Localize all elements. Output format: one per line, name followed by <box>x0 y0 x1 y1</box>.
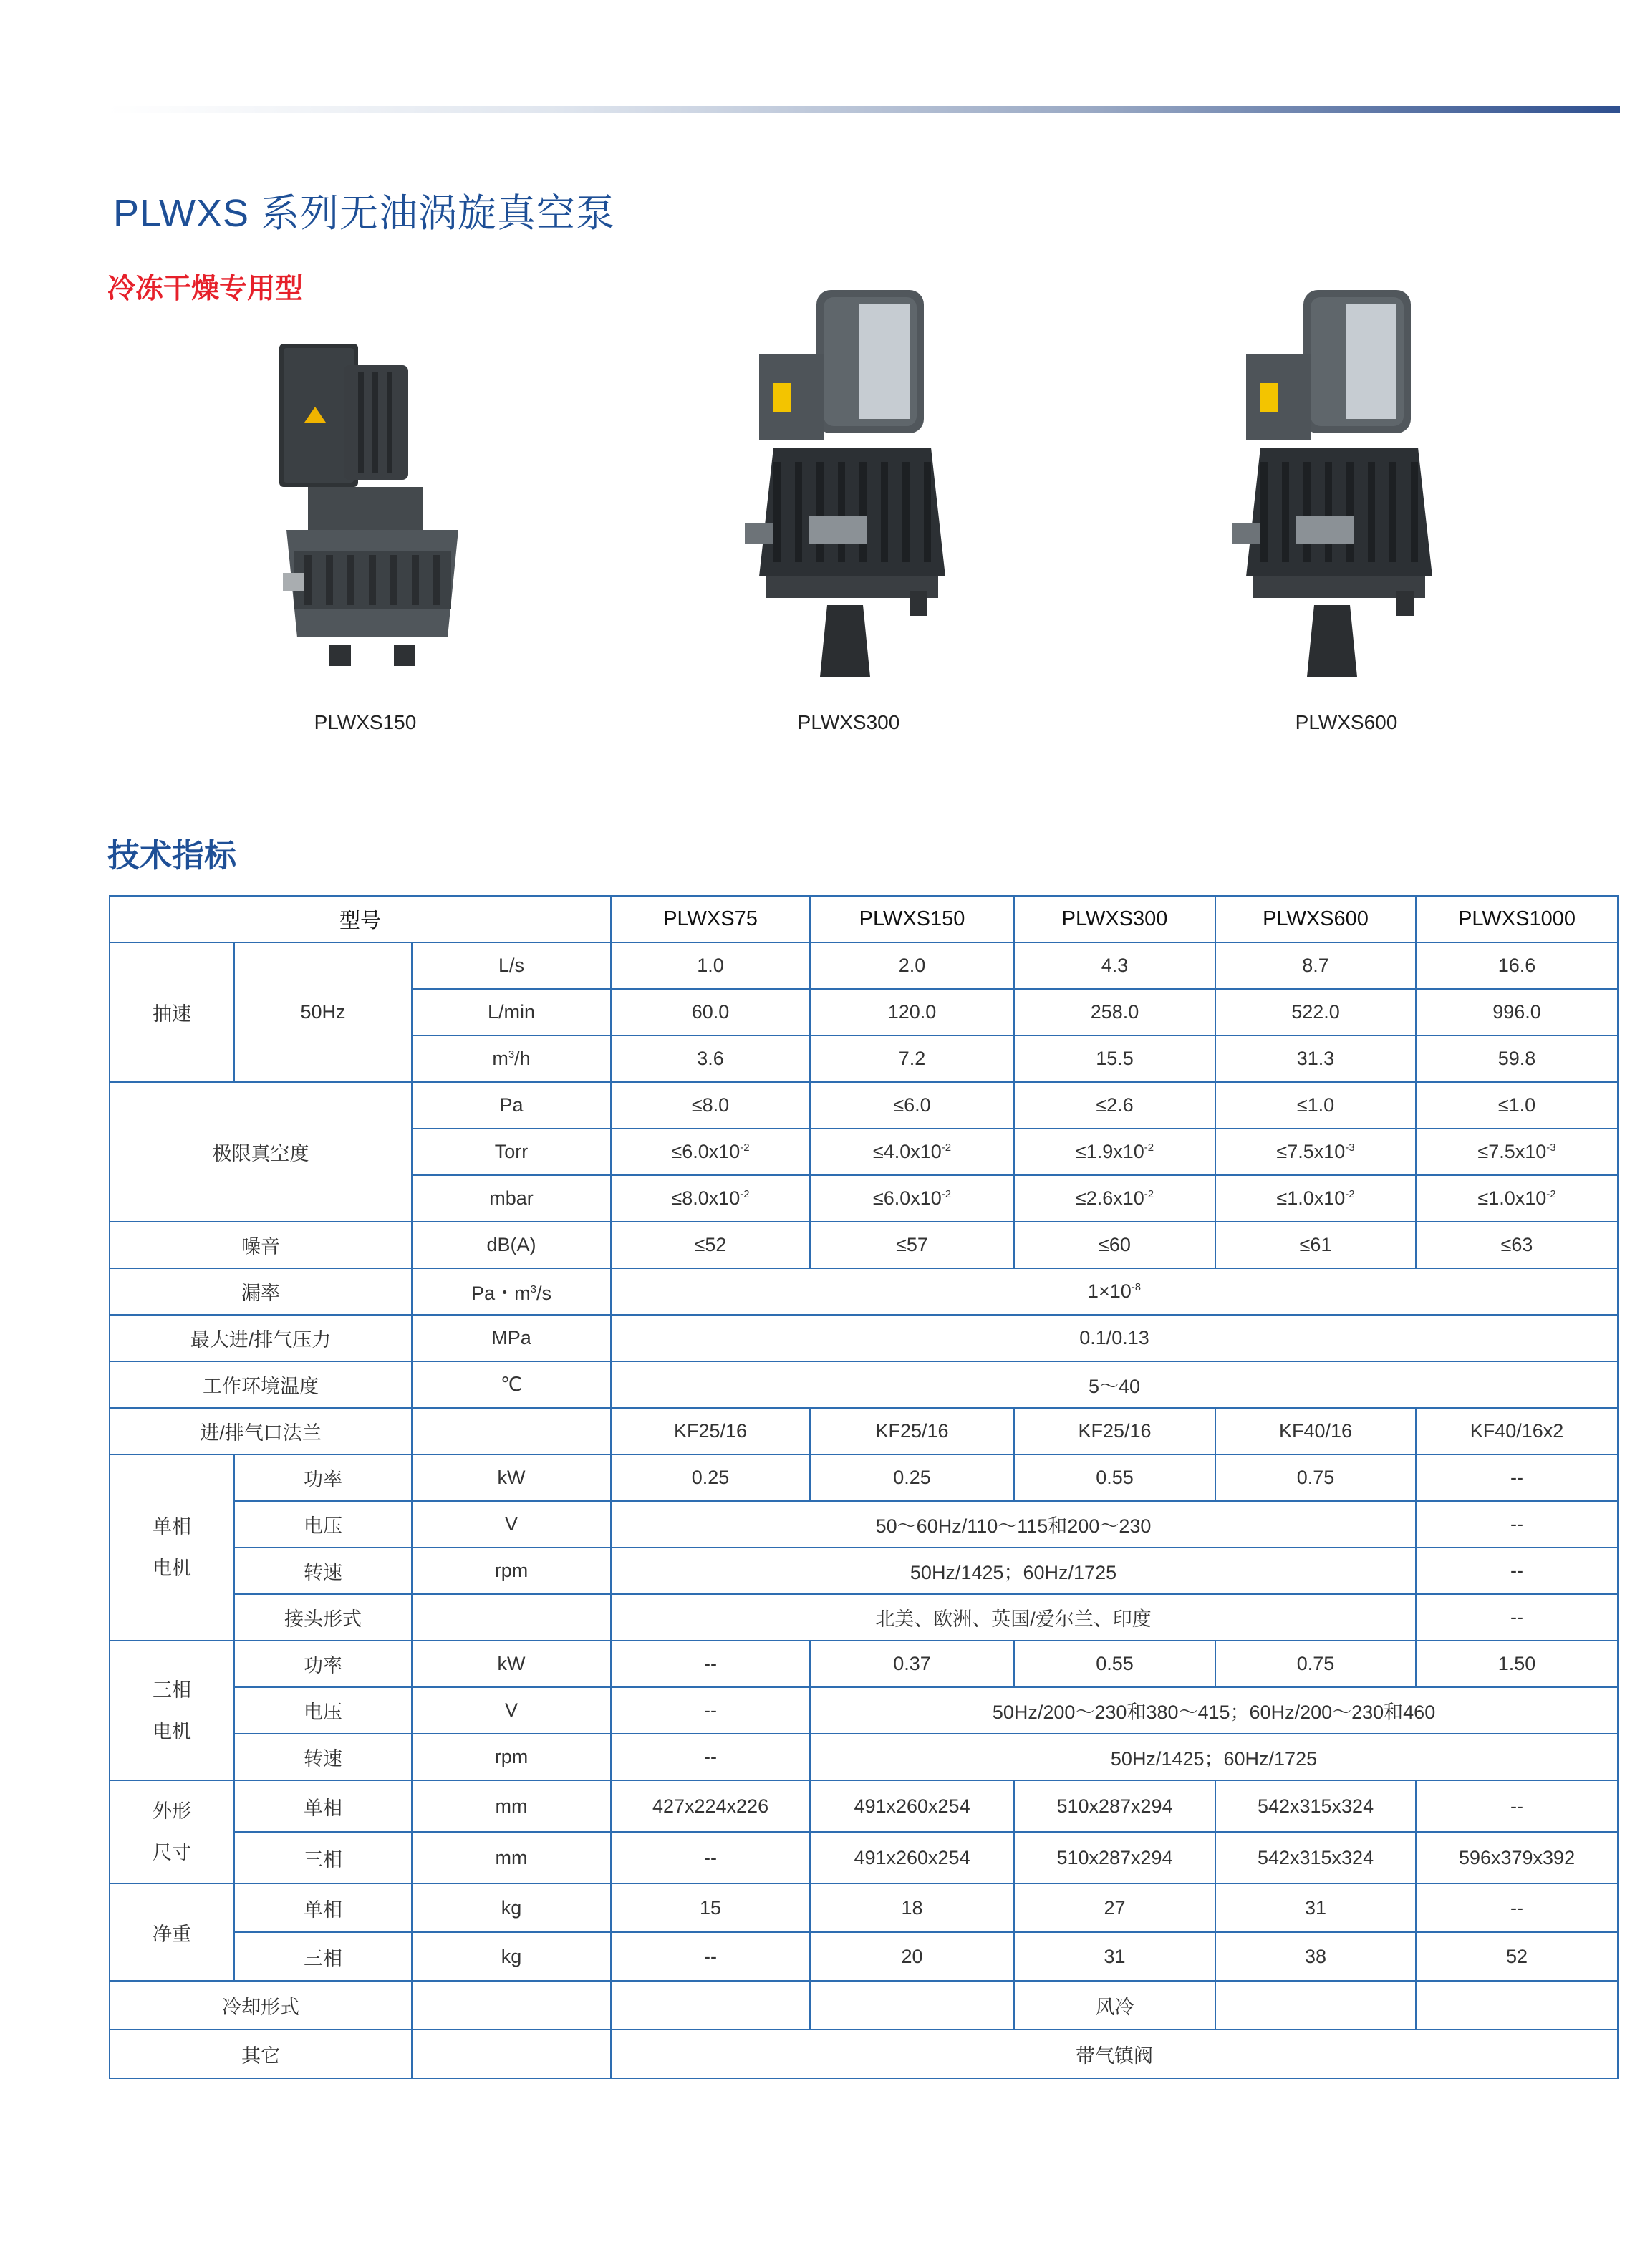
unit-cell: mbar <box>412 1175 611 1222</box>
row-group-label: 抽速 <box>110 942 234 1082</box>
value-cell: 491x260x254 <box>810 1780 1014 1832</box>
value-cell: 510x287x294 <box>1014 1832 1215 1883</box>
unit-cell: V <box>412 1501 611 1548</box>
table-row <box>110 2030 1618 2078</box>
value-cell: 1.0 <box>611 942 810 989</box>
value-cell: 0.1/0.13 <box>611 1315 1618 1361</box>
value-cell: -- <box>1416 1454 1618 1501</box>
value-cell: 0.25 <box>810 1454 1014 1501</box>
value-cell: 50～60Hz/110～115和200～230 <box>611 1501 1416 1548</box>
row-label: 单相 <box>234 1780 412 1832</box>
unit-tail: /s <box>536 1283 551 1304</box>
value-cell: 16.6 <box>1416 942 1618 989</box>
row-label: 噪音 <box>110 1222 412 1268</box>
group-label-line: 三相 <box>153 1679 191 1701</box>
row-group-label <box>110 1780 234 1883</box>
value-cell: -- <box>611 1687 810 1734</box>
value-base: ≤8.0x10 <box>671 1187 741 1209</box>
table-row <box>110 1687 1618 1734</box>
row-label: 进/排气口法兰 <box>110 1408 412 1454</box>
table-row <box>110 1454 1618 1501</box>
row-label: 转速 <box>234 1734 412 1780</box>
unit-cell <box>412 1408 611 1454</box>
value-cell: 1.50 <box>1416 1641 1618 1687</box>
value-cell: 0.75 <box>1215 1454 1416 1501</box>
group-label-line: 尺寸 <box>153 1842 191 1863</box>
value-base: ≤1.0x10 <box>1477 1187 1547 1209</box>
value-cell <box>1215 1981 1416 2030</box>
value-cell: KF25/16 <box>611 1408 810 1454</box>
value-cell: 427x224x226 <box>611 1780 810 1832</box>
table-row <box>110 1408 1618 1454</box>
value-cell: ≤61 <box>1215 1222 1416 1268</box>
unit-cell: kg <box>412 1932 611 1981</box>
unit-cell: Torr <box>412 1129 611 1175</box>
value-cell: 60.0 <box>611 989 810 1036</box>
table-row <box>110 1501 1618 1548</box>
value-cell: -- <box>611 1641 810 1687</box>
unit-base: Pa・m <box>471 1283 531 1304</box>
value-cell: 15 <box>611 1883 810 1932</box>
value-cell: -- <box>1416 1780 1618 1832</box>
value-cell: -- <box>611 1734 810 1780</box>
value-cell <box>1014 1175 1215 1222</box>
value-cell <box>810 1129 1014 1175</box>
model-cell: PLWXS1000 <box>1416 896 1618 942</box>
value-cell: 18 <box>810 1883 1014 1932</box>
unit-cell: kg <box>412 1883 611 1932</box>
value-cell: 542x315x324 <box>1215 1780 1416 1832</box>
value-cell: 5～40 <box>611 1361 1618 1408</box>
value-cell: 31.3 <box>1215 1036 1416 1082</box>
value-cell: ≤8.0 <box>611 1082 810 1129</box>
value-cell: ≤63 <box>1416 1222 1618 1268</box>
value-cell: 0.75 <box>1215 1641 1416 1687</box>
unit-base: m <box>492 1048 508 1069</box>
value-cell <box>611 1981 810 2030</box>
value-exp: -3 <box>1345 1142 1355 1154</box>
table-row <box>110 1594 1618 1641</box>
row-label: 其它 <box>110 2030 412 2078</box>
row-group-label <box>110 1641 234 1780</box>
pump-image-plwxs600 <box>1232 276 1447 691</box>
value-cell: 北美、欧洲、英国/爱尔兰、印度 <box>611 1594 1416 1641</box>
table-row <box>110 1641 1618 1687</box>
unit-cell: Pa <box>412 1082 611 1129</box>
product-caption: PLWXS600 <box>1295 711 1398 733</box>
value-cell: -- <box>1416 1501 1618 1548</box>
value-cell <box>611 1175 810 1222</box>
group-label-line: 电机 <box>153 1720 191 1742</box>
model-cell: PLWXS150 <box>810 896 1014 942</box>
row-group-label <box>110 1454 234 1641</box>
pump-image-plwxs150 <box>265 337 480 680</box>
unit-cell <box>412 1036 611 1082</box>
value-cell: 0.55 <box>1014 1641 1215 1687</box>
value-cell: 542x315x324 <box>1215 1832 1416 1883</box>
value-cell: -- <box>611 1932 810 1981</box>
table-row <box>110 896 1618 942</box>
value-cell: 596x379x392 <box>1416 1832 1618 1883</box>
value-exp: -2 <box>1144 1188 1154 1200</box>
value-cell: 522.0 <box>1215 989 1416 1036</box>
unit-tail: /h <box>514 1048 531 1069</box>
unit-cell: dB(A) <box>412 1222 611 1268</box>
unit-cell: rpm <box>412 1734 611 1780</box>
table-row <box>110 1734 1618 1780</box>
value-cell <box>611 1129 810 1175</box>
value-cell: 996.0 <box>1416 989 1618 1036</box>
row-label: 三相 <box>234 1832 412 1883</box>
value-cell <box>810 1981 1014 2030</box>
value-base: ≤6.0x10 <box>872 1187 942 1209</box>
unit-cell <box>412 1268 611 1315</box>
value-cell: 50Hz/1425；60Hz/1725 <box>611 1548 1416 1594</box>
value-cell <box>1215 1129 1416 1175</box>
unit-cell <box>412 1594 611 1641</box>
value-exp: -3 <box>1546 1142 1556 1154</box>
unit-cell: kW <box>412 1454 611 1501</box>
row-label: 漏率 <box>110 1268 412 1315</box>
unit-cell: V <box>412 1687 611 1734</box>
value-cell: 510x287x294 <box>1014 1780 1215 1832</box>
group-label-line: 单相 <box>153 1516 191 1538</box>
table-row <box>110 1932 1618 1981</box>
table-row <box>110 1268 1618 1315</box>
value-cell: 27 <box>1014 1883 1215 1932</box>
pump-image-plwxs300 <box>745 276 960 691</box>
value-cell: 20 <box>810 1932 1014 1981</box>
table-row <box>110 1981 1618 2030</box>
value-cell: ≤2.6 <box>1014 1082 1215 1129</box>
header-accent-bar <box>107 106 1620 113</box>
value-cell <box>1014 1129 1215 1175</box>
value-cell: ≤57 <box>810 1222 1014 1268</box>
row-label: 电压 <box>234 1687 412 1734</box>
row-label: 转速 <box>234 1548 412 1594</box>
value-exp: -2 <box>941 1142 952 1154</box>
value-cell: 8.7 <box>1215 942 1416 989</box>
value-cell <box>810 1175 1014 1222</box>
value-cell: 52 <box>1416 1932 1618 1981</box>
value-cell: ≤52 <box>611 1222 810 1268</box>
value-exp: -8 <box>1131 1281 1142 1293</box>
value-cell: 0.25 <box>611 1454 810 1501</box>
value-cell: KF25/16 <box>810 1408 1014 1454</box>
value-cell: 带气镇阀 <box>611 2030 1618 2078</box>
value-exp: -2 <box>941 1188 952 1200</box>
group-label-line: 电机 <box>153 1558 191 1579</box>
unit-cell: rpm <box>412 1548 611 1594</box>
model-cell: PLWXS300 <box>1014 896 1215 942</box>
row-label: 接头形式 <box>234 1594 412 1641</box>
value-cell: 4.3 <box>1014 942 1215 989</box>
page-subtitle: 冷冻干燥专用型 <box>107 274 304 304</box>
value-cell: -- <box>1416 1883 1618 1932</box>
row-label: 单相 <box>234 1883 412 1932</box>
row-label: 功率 <box>234 1454 412 1501</box>
unit-cell <box>412 1981 611 2030</box>
value-exp: -2 <box>1546 1188 1556 1200</box>
value-cell: ≤1.0 <box>1215 1082 1416 1129</box>
value-cell: KF40/16x2 <box>1416 1408 1618 1454</box>
row-label: 功率 <box>234 1641 412 1687</box>
product-caption: PLWXS300 <box>797 711 900 733</box>
value-cell: 491x260x254 <box>810 1832 1014 1883</box>
value-base: ≤1.0x10 <box>1276 1187 1346 1209</box>
row-group-label: 净重 <box>110 1883 234 1981</box>
model-header-cell: 型号 <box>110 896 611 942</box>
value-cell: -- <box>1416 1594 1618 1641</box>
value-cell: -- <box>1416 1548 1618 1594</box>
value-cell: 7.2 <box>810 1036 1014 1082</box>
group-label-line: 外形 <box>153 1800 191 1822</box>
table-row <box>110 1315 1618 1361</box>
value-cell: 50Hz/200～230和380～415；60Hz/200～230和460 <box>810 1687 1618 1734</box>
value-exp: -2 <box>1345 1188 1355 1200</box>
row-group-label: 极限真空度 <box>110 1082 412 1222</box>
unit-cell: mm <box>412 1780 611 1832</box>
row-label: 工作环境温度 <box>110 1361 412 1408</box>
value-cell: 2.0 <box>810 942 1014 989</box>
value-base: ≤6.0x10 <box>671 1141 741 1162</box>
value-cell: 258.0 <box>1014 989 1215 1036</box>
value-exp: -2 <box>740 1188 750 1200</box>
value-cell: 风冷 <box>1014 1981 1215 2030</box>
value-cell: 120.0 <box>810 989 1014 1036</box>
value-cell: KF25/16 <box>1014 1408 1215 1454</box>
table-row <box>110 1548 1618 1594</box>
table-row <box>110 942 1618 989</box>
table-row <box>110 1222 1618 1268</box>
unit-cell: L/s <box>412 942 611 989</box>
table-row <box>110 1832 1618 1883</box>
value-cell: 15.5 <box>1014 1036 1215 1082</box>
table-row <box>110 1780 1618 1832</box>
table-row <box>110 1361 1618 1408</box>
value-cell <box>1215 1175 1416 1222</box>
unit-cell: MPa <box>412 1315 611 1361</box>
value-cell: -- <box>611 1832 810 1883</box>
value-cell: ≤1.0 <box>1416 1082 1618 1129</box>
value-cell <box>1416 1981 1618 2030</box>
unit-cell: kW <box>412 1641 611 1687</box>
unit-cell: L/min <box>412 989 611 1036</box>
value-exp: -2 <box>1144 1142 1154 1154</box>
value-cell <box>1416 1175 1618 1222</box>
freq-cell: 50Hz <box>234 942 412 1082</box>
value-base: ≤4.0x10 <box>872 1141 942 1162</box>
value-cell: KF40/16 <box>1215 1408 1416 1454</box>
value-base: ≤7.5x10 <box>1276 1141 1346 1162</box>
value-exp: -2 <box>740 1142 750 1154</box>
unit-sup: 3 <box>530 1283 536 1295</box>
value-cell <box>611 1268 1618 1315</box>
value-base: ≤2.6x10 <box>1075 1187 1144 1209</box>
value-base: ≤1.9x10 <box>1075 1141 1144 1162</box>
value-cell: ≤60 <box>1014 1222 1215 1268</box>
product-caption: PLWXS150 <box>314 711 417 733</box>
unit-cell: ℃ <box>412 1361 611 1408</box>
spec-table <box>109 895 1619 2079</box>
table-row <box>110 1883 1618 1932</box>
section-title: 技术指标 <box>107 837 237 874</box>
unit-sup: 3 <box>508 1048 515 1061</box>
value-cell: 0.55 <box>1014 1454 1215 1501</box>
value-cell: 31 <box>1014 1932 1215 1981</box>
table-row <box>110 1082 1618 1129</box>
value-cell: ≤6.0 <box>810 1082 1014 1129</box>
value-cell <box>1416 1129 1618 1175</box>
unit-cell <box>412 2030 611 2078</box>
row-label: 电压 <box>234 1501 412 1548</box>
row-label: 最大进/排气压力 <box>110 1315 412 1361</box>
row-label: 冷却形式 <box>110 1981 412 2030</box>
row-label: 三相 <box>234 1932 412 1981</box>
value-cell: 0.37 <box>810 1641 1014 1687</box>
model-cell: PLWXS75 <box>611 896 810 942</box>
value-cell: 50Hz/1425；60Hz/1725 <box>810 1734 1618 1780</box>
unit-cell: mm <box>412 1832 611 1883</box>
value-cell: 31 <box>1215 1883 1416 1932</box>
page-title: PLWXS 系列无油涡旋真空泵 <box>113 192 616 235</box>
value-base: ≤7.5x10 <box>1477 1141 1547 1162</box>
value-base: 1×10 <box>1087 1280 1132 1302</box>
value-cell: 38 <box>1215 1932 1416 1981</box>
model-cell: PLWXS600 <box>1215 896 1416 942</box>
value-cell: 3.6 <box>611 1036 810 1082</box>
value-cell: 59.8 <box>1416 1036 1618 1082</box>
